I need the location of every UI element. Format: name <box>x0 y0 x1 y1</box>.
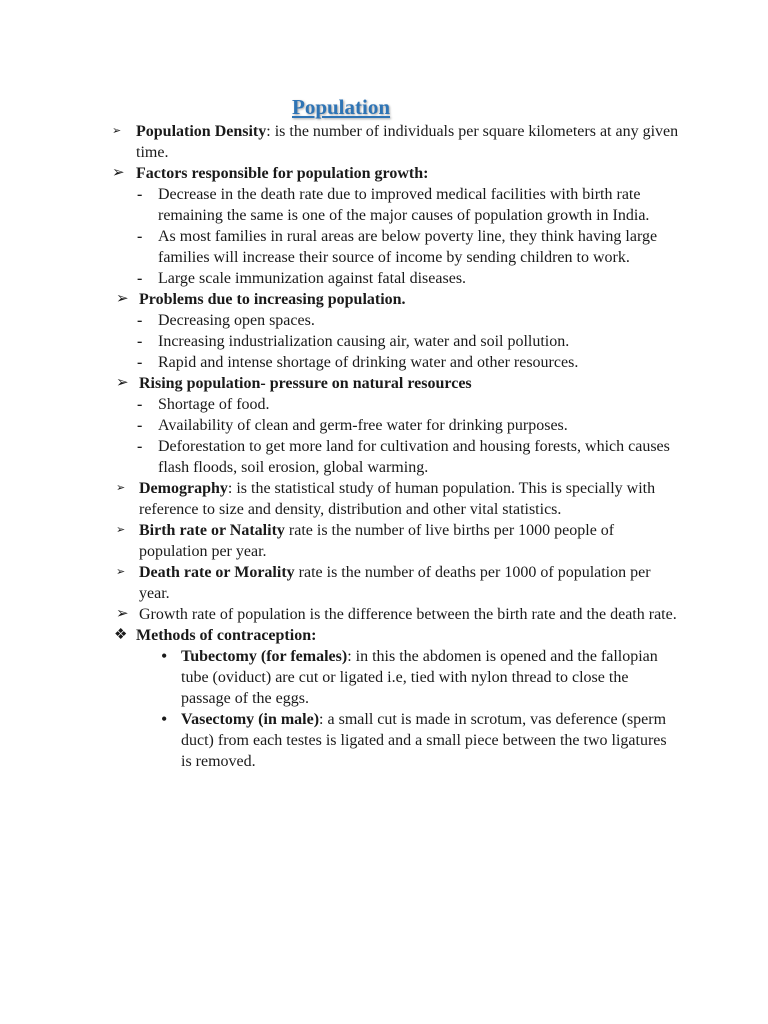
list-item-text: Increasing industrialization causing air, water and soil pollution. <box>158 333 570 350</box>
arrow-bullet-icon: ➢ <box>116 291 129 307</box>
list-item <box>0 394 768 415</box>
list-item-demography <box>0 478 768 520</box>
list-item <box>0 226 768 268</box>
definition: rate is the number of deaths per 1000 of population per year. <box>139 564 651 602</box>
list-item <box>0 310 768 331</box>
term: Demography <box>139 480 228 497</box>
dash-bullet-icon: - <box>137 333 143 350</box>
dash-bullet-icon: - <box>137 312 143 329</box>
list-item-text: Decreasing open spaces. <box>158 312 315 329</box>
dash-bullet-icon: - <box>137 186 143 203</box>
list-item-text: Growth rate of population is the difference between the birth rate and the death rate. <box>139 606 677 623</box>
arrow-bullet-icon: ➢ <box>116 482 126 494</box>
arrow-bullet-icon: ➢ <box>116 375 129 391</box>
term: Population Density <box>136 123 267 140</box>
definition: : a small cut is made in scrotum, vas deference (sperm duct) from each testes is ligated and a small piece between the two ligatures is removed. <box>181 711 667 770</box>
list-item-population-density <box>0 121 768 163</box>
term: Vasectomy (in male) <box>181 711 320 728</box>
dash-bullet-icon: - <box>137 396 143 413</box>
dash-bullet-icon: - <box>137 438 143 455</box>
list-item <box>0 352 768 373</box>
list-item-text: Rapid and intense shortage of drinking water and other resources. <box>158 354 579 371</box>
list-item <box>0 331 768 352</box>
list-item-tubectomy <box>0 646 768 709</box>
list-item-growth-rate <box>0 604 768 625</box>
diamond-bullet-icon: ❖ <box>114 627 128 643</box>
dash-bullet-icon: - <box>137 228 143 245</box>
section-heading-rising-population <box>0 373 768 394</box>
round-bullet-icon: • <box>161 709 168 729</box>
heading: Factors responsible for population growth: <box>136 165 429 182</box>
list-item <box>0 436 768 478</box>
page-title: Population <box>292 95 391 119</box>
list-item <box>0 415 768 436</box>
list-item <box>0 184 768 226</box>
dash-bullet-icon: - <box>137 417 143 434</box>
list-item-text: Availability of clean and germ-free water for drinking purposes. <box>158 417 568 434</box>
arrow-bullet-icon: ➢ <box>112 125 122 137</box>
list-item <box>0 268 768 289</box>
term: Birth rate or Natality <box>139 522 285 539</box>
section-heading-factors <box>0 163 768 184</box>
section-heading-problems <box>0 289 768 310</box>
list-item-text: Large scale immunization against fatal diseases. <box>158 270 467 287</box>
list-item-birth-rate <box>0 520 768 562</box>
round-bullet-icon: • <box>161 646 168 666</box>
definition: : is the statistical study of human population. This is specially with reference to size and density, distribution and other vital statistics. <box>139 480 656 518</box>
heading: Methods of contraception: <box>136 627 317 644</box>
section-heading-contraception <box>0 625 768 646</box>
arrow-bullet-icon: ➢ <box>116 606 129 622</box>
document-body <box>0 121 768 772</box>
heading: Problems due to increasing population. <box>139 291 406 308</box>
definition: : in this the abdomen is opened and the fallopian tube (oviduct) are cut or ligated i.e, tied with nylon thread to close the passage of the eggs. <box>181 648 658 707</box>
term: Death rate or Morality <box>139 564 295 581</box>
list-item-text: As most families in rural areas are below poverty line, they think having large families will increase their source of income by sending children to work. <box>158 228 658 266</box>
list-item-text: Deforestation to get more land for cultivation and housing forests, which causes flash floods, soil erosion, global warming. <box>158 438 670 476</box>
list-item-text: Decrease in the death rate due to improved medical facilities with birth rate remaining the same is one of the major causes of population growth in India. <box>158 186 650 224</box>
dash-bullet-icon: - <box>137 354 143 371</box>
arrow-bullet-icon: ➢ <box>116 524 126 536</box>
dash-bullet-icon: - <box>137 270 143 287</box>
arrow-bullet-icon: ➢ <box>112 165 125 181</box>
list-item-vasectomy <box>0 709 768 772</box>
arrow-bullet-icon: ➢ <box>116 566 126 578</box>
heading: Rising population- pressure on natural resources <box>139 375 472 392</box>
list-item-text: Shortage of food. <box>158 396 270 413</box>
term: Tubectomy (for females) <box>181 648 348 665</box>
definition: rate is the number of live births per 1000 people of population per year. <box>139 522 615 560</box>
list-item-death-rate <box>0 562 768 604</box>
definition: : is the number of individuals per square kilometers at any given time. <box>136 123 679 161</box>
